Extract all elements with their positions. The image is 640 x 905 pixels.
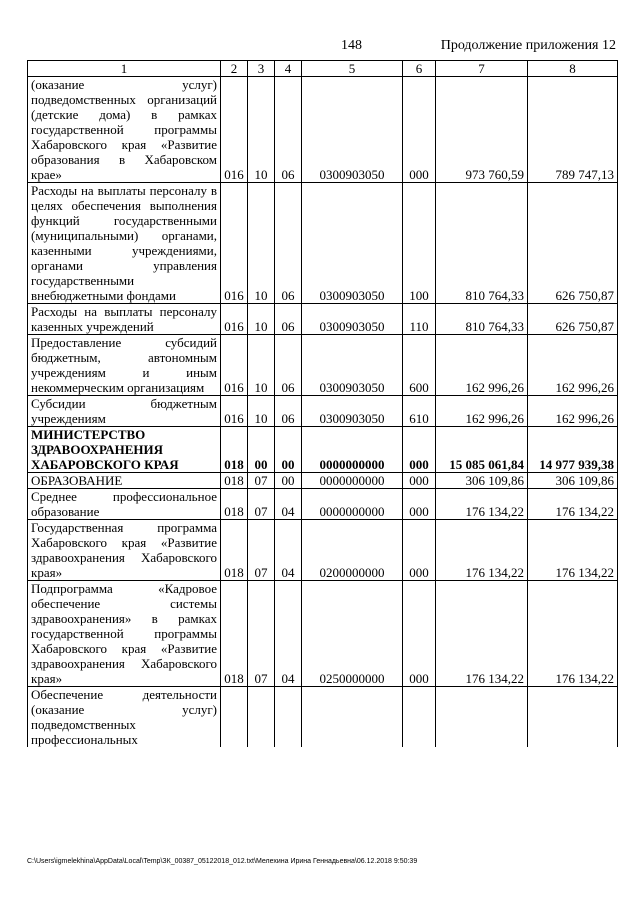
row-target-article: 0200000000 <box>302 520 403 581</box>
table-row-ministry-total <box>28 427 618 473</box>
row-code-subsection: 00 <box>275 473 302 489</box>
row-code-section: 07 <box>248 520 275 581</box>
row-expense-type: 000 <box>403 77 436 183</box>
row-code-section: 10 <box>248 304 275 335</box>
row-amount-col8: 176 134,22 <box>528 581 618 687</box>
row-expense-type: 100 <box>403 183 436 304</box>
row-amount-col8: 626 750,87 <box>528 304 618 335</box>
row-amount-col8: 789 747,13 <box>528 77 618 183</box>
row-code-section: 07 <box>248 581 275 687</box>
row-code-subsection: 06 <box>275 396 302 427</box>
row-code-subsection <box>275 687 302 748</box>
column-header: 8 <box>528 61 618 77</box>
column-header: 5 <box>302 61 403 77</box>
row-target-article: 0300903050 <box>302 335 403 396</box>
row-code-ministry: 018 <box>221 489 248 520</box>
row-name: Расходы на выплаты персоналу в целях обеспечения выполнения функций государственными (муниципальными) органами, казенными учреждениями, органами управления государственными внебюджетными фондами <box>28 183 221 304</box>
row-amount-col7: 162 996,26 <box>436 396 528 427</box>
row-code-ministry: 016 <box>221 77 248 183</box>
row-expense-type: 110 <box>403 304 436 335</box>
table-row <box>28 396 618 427</box>
table-row <box>28 304 618 335</box>
row-name: Государственная программа Хабаровского края «Развитие здравоохранения Хабаровского края» <box>28 520 221 581</box>
row-code-subsection: 06 <box>275 304 302 335</box>
row-code-subsection: 06 <box>275 77 302 183</box>
row-amount-col7: 810 764,33 <box>436 183 528 304</box>
table-row <box>28 183 618 304</box>
table-header-row <box>28 61 618 77</box>
column-header: 4 <box>275 61 302 77</box>
row-name: (оказание услуг) подведомственных организаций (детские дома) в рамках государственной программы Хабаровского края «Развитие образования в Хабаровском крае» <box>28 77 221 183</box>
row-target-article: 0000000000 <box>302 489 403 520</box>
column-header: 6 <box>403 61 436 77</box>
column-header: 1 <box>28 61 221 77</box>
row-target-article: 0300903050 <box>302 396 403 427</box>
row-code-section: 10 <box>248 77 275 183</box>
row-code-ministry: 016 <box>221 183 248 304</box>
row-target-article: 0300903050 <box>302 77 403 183</box>
row-target-article: 0250000000 <box>302 581 403 687</box>
table-row <box>28 489 618 520</box>
row-code-ministry: 018 <box>221 520 248 581</box>
row-amount-col8 <box>528 687 618 748</box>
row-code-ministry: 018 <box>221 581 248 687</box>
row-code-subsection: 04 <box>275 520 302 581</box>
row-expense-type: 600 <box>403 335 436 396</box>
row-code-section: 10 <box>248 396 275 427</box>
row-name: Среднее профессиональное образование <box>28 489 221 520</box>
row-amount-col8: 626 750,87 <box>528 183 618 304</box>
row-name: Подпрограмма «Кадровое обеспечение системы здравоохранения» в рамках государственной программы Хабаровского края «Развитие здравоохранения Хабаровского края» <box>28 581 221 687</box>
row-code-section: 10 <box>248 335 275 396</box>
row-code-subsection: 06 <box>275 183 302 304</box>
row-code-ministry: 018 <box>221 473 248 489</box>
row-name: Расходы на выплаты персоналу казенных учреждений <box>28 304 221 335</box>
file-path-footer: C:\Users\igmelekhina\AppData\Local\Temp\ЗК_00387_05122018_012.txt\Мелехина Ирина Геннадьевна\06.12.2018 9:50:39 <box>27 858 418 865</box>
row-amount-col8: 176 134,22 <box>528 520 618 581</box>
column-header: 3 <box>248 61 275 77</box>
row-code-section: 07 <box>248 489 275 520</box>
row-code-subsection: 04 <box>275 489 302 520</box>
row-amount-col8: 162 996,26 <box>528 396 618 427</box>
row-amount-col8: 306 109,86 <box>528 473 618 489</box>
table-row <box>28 473 618 489</box>
row-code-ministry: 016 <box>221 396 248 427</box>
row-code-ministry: 016 <box>221 335 248 396</box>
table-row <box>28 520 618 581</box>
row-code-section <box>248 687 275 748</box>
row-expense-type: 610 <box>403 396 436 427</box>
row-code-section: 00 <box>248 427 275 473</box>
row-expense-type: 000 <box>403 473 436 489</box>
row-code-subsection: 00 <box>275 427 302 473</box>
table-row-continued <box>28 687 618 748</box>
row-amount-col7: 306 109,86 <box>436 473 528 489</box>
row-amount-col8: 162 996,26 <box>528 335 618 396</box>
row-expense-type <box>403 687 436 748</box>
table-row <box>28 335 618 396</box>
appendix-continuation-label: Продолжение приложения 12 <box>440 38 616 53</box>
row-name: МИНИСТЕРСТВО ЗДРАВООХРАНЕНИЯ ХАБАРОВСКОГО КРАЯ <box>28 427 221 473</box>
row-expense-type: 000 <box>403 520 436 581</box>
budget-table <box>27 60 618 747</box>
row-amount-col7: 176 134,22 <box>436 581 528 687</box>
row-target-article: 0300903050 <box>302 183 403 304</box>
table-row <box>28 581 618 687</box>
row-code-ministry: 016 <box>221 304 248 335</box>
row-name: ОБРАЗОВАНИЕ <box>28 473 221 489</box>
row-amount-col7: 176 134,22 <box>436 489 528 520</box>
row-amount-col7 <box>436 687 528 748</box>
row-amount-col8: 176 134,22 <box>528 489 618 520</box>
row-amount-col7: 162 996,26 <box>436 335 528 396</box>
row-name: Предоставление субсидий бюджетным, автономным учреждениям и иным некоммерческим организациям <box>28 335 221 396</box>
row-code-section: 10 <box>248 183 275 304</box>
row-amount-col7: 15 085 061,84 <box>436 427 528 473</box>
row-name: Субсидии бюджетным учреждениям <box>28 396 221 427</box>
row-target-article: 0300903050 <box>302 304 403 335</box>
row-amount-col7: 176 134,22 <box>436 520 528 581</box>
table-row <box>28 77 618 183</box>
row-code-subsection: 06 <box>275 335 302 396</box>
row-target-article <box>302 687 403 748</box>
row-expense-type: 000 <box>403 581 436 687</box>
row-name: Обеспечение деятельности (оказание услуг) подведомственных профессиональных <box>28 687 221 748</box>
column-header: 2 <box>221 61 248 77</box>
row-target-article: 0000000000 <box>302 427 403 473</box>
page-number: 148 <box>341 38 362 53</box>
column-header: 7 <box>436 61 528 77</box>
row-amount-col7: 810 764,33 <box>436 304 528 335</box>
row-amount-col8: 14 977 939,38 <box>528 427 618 473</box>
row-target-article: 0000000000 <box>302 473 403 489</box>
row-amount-col7: 973 760,59 <box>436 77 528 183</box>
row-code-ministry: 018 <box>221 427 248 473</box>
row-code-ministry <box>221 687 248 748</box>
row-code-subsection: 04 <box>275 581 302 687</box>
row-expense-type: 000 <box>403 489 436 520</box>
row-expense-type: 000 <box>403 427 436 473</box>
row-code-section: 07 <box>248 473 275 489</box>
